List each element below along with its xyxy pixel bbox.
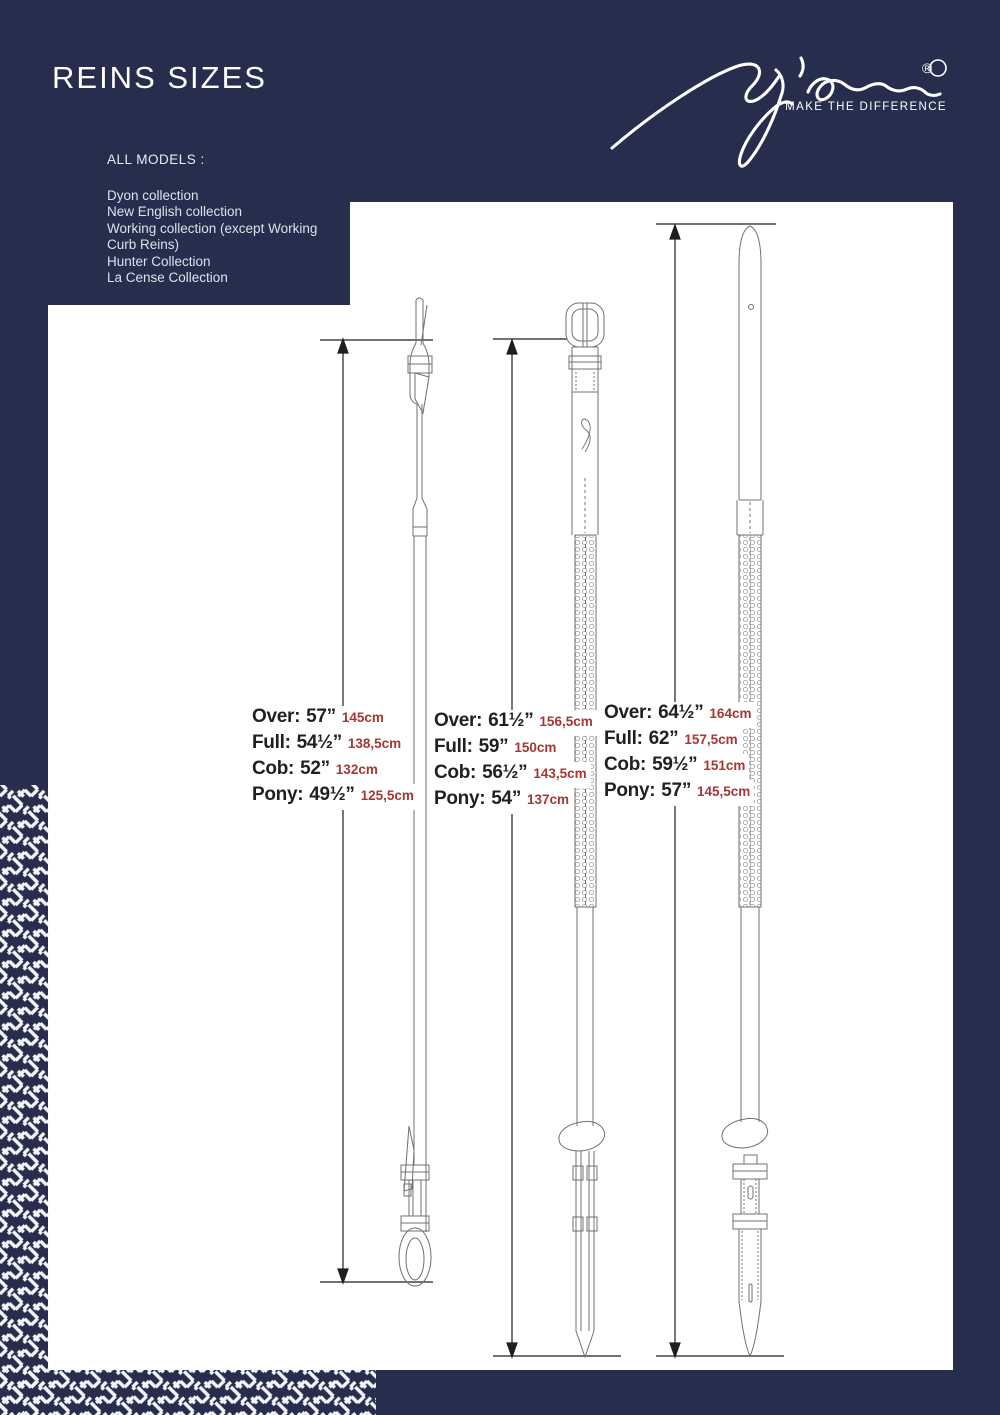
size-table-rein-3 — [604, 702, 755, 806]
size-cm: 132cm — [335, 762, 378, 777]
size-cm: 157,5cm — [684, 732, 738, 747]
size-table-rein-2 — [434, 710, 597, 814]
size-inches: 49½” — [309, 784, 355, 805]
size-inches: 59½” — [652, 754, 698, 775]
page-title: REINS SIZES — [52, 60, 267, 95]
size-row — [434, 762, 591, 788]
size-label: Over: — [252, 706, 301, 727]
models-heading: ALL MODELS : — [107, 152, 205, 167]
size-row — [252, 706, 388, 732]
size-cm: 150cm — [514, 740, 557, 755]
size-cm: 151cm — [703, 758, 746, 773]
size-cm: 156,5cm — [539, 714, 593, 729]
size-cm: 145cm — [341, 710, 384, 725]
size-inches: 59” — [478, 736, 509, 757]
size-row — [434, 710, 597, 736]
rein-drawing-2 — [559, 303, 605, 1357]
size-table-rein-1 — [252, 706, 418, 810]
size-inches: 62” — [648, 728, 679, 749]
size-label: Cob: — [604, 754, 647, 775]
size-row — [252, 758, 382, 784]
size-inches: 57” — [661, 780, 692, 801]
size-cm: 145,5cm — [697, 784, 751, 799]
size-label: Pony: — [252, 784, 304, 805]
size-row — [604, 754, 749, 780]
models-list — [107, 188, 325, 287]
all-models-panel — [107, 152, 325, 287]
size-inches: 54½” — [296, 732, 342, 753]
size-label: Full: — [434, 736, 473, 757]
size-inches: 52” — [300, 758, 330, 779]
size-inches: 56½” — [482, 762, 528, 783]
size-cm: 137cm — [527, 792, 570, 807]
dimension-arrow-rein-2 — [493, 339, 621, 1357]
size-label: Full: — [252, 732, 291, 753]
size-label: Over: — [434, 710, 483, 731]
brand-tagline: MAKE THE DIFFERENCE — [785, 101, 947, 113]
list-item: New English collection — [107, 204, 243, 219]
size-inches: 61½” — [488, 710, 534, 731]
size-inches: 64½” — [658, 702, 704, 723]
size-inches: 54” — [491, 788, 522, 809]
size-cm: 164cm — [709, 706, 752, 721]
size-cm: 143,5cm — [533, 766, 587, 781]
list-item: Dyon collection — [107, 187, 199, 203]
size-label: Full: — [604, 728, 643, 749]
greek-pattern-left — [0, 785, 49, 1415]
size-row — [434, 736, 560, 762]
greek-pattern-bottom — [0, 1370, 376, 1415]
list-item: Hunter Collection — [107, 253, 211, 269]
size-label: Over: — [604, 702, 653, 723]
size-inches: 57” — [306, 706, 336, 727]
size-label: Cob: — [252, 758, 295, 779]
size-row — [252, 732, 405, 758]
size-label: Cob: — [434, 762, 477, 783]
size-row — [604, 780, 754, 806]
registered-mark: ® — [922, 60, 933, 76]
size-row — [604, 702, 755, 728]
size-row — [604, 728, 742, 754]
size-label: Pony: — [434, 788, 486, 809]
size-cm: 138,5cm — [347, 736, 402, 751]
dimension-arrow-rein-1 — [320, 339, 433, 1283]
size-label: Pony: — [604, 780, 656, 801]
size-cm: 125,5cm — [360, 788, 414, 803]
size-row — [252, 784, 418, 810]
list-item: La Cense Collection — [107, 270, 228, 285]
list-item: Working collection (except Working Curb Reins) — [107, 220, 318, 252]
size-row — [434, 788, 573, 814]
